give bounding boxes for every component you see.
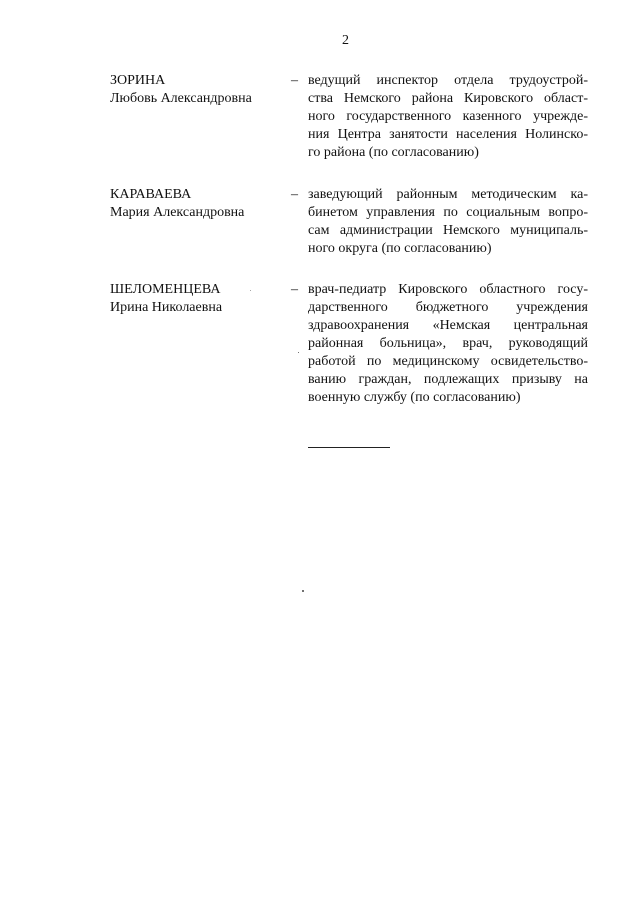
member-surname: ШЕЛОМЕНЦЕВА (110, 282, 221, 297)
separator-dash: – (291, 282, 298, 297)
position-line: военную службу (по согласованию) (308, 390, 521, 405)
member-position (308, 281, 588, 407)
position-line: ного округа (по согласованию) (308, 241, 492, 256)
member-name (110, 281, 285, 317)
end-divider-line (308, 447, 390, 448)
member-given-names: Ирина Николаевна (110, 300, 223, 315)
position-line: заведующий районным методическим ка- (308, 187, 588, 202)
member-surname: ЗОРИНА (110, 73, 166, 88)
member-name (110, 186, 285, 222)
member-position (308, 186, 588, 258)
page-number: 2 (342, 33, 349, 48)
member-given-names: Любовь Александровна (110, 91, 252, 106)
member-given-names: Мария Александровна (110, 205, 245, 220)
scan-speck (302, 590, 304, 592)
position-line: сам администрации Немского муниципаль- (308, 223, 588, 238)
position-line: го района (по согласованию) (308, 145, 479, 160)
position-line: врач-педиатр Кировского областного госу- (308, 282, 588, 297)
position-line: ния Центра занятости населения Нолинско- (308, 127, 588, 142)
position-line: ведущий инспектор отдела трудоустрой- (308, 73, 588, 88)
position-line: ного государственного казенного учрежде- (308, 109, 588, 124)
scan-speck (298, 352, 299, 353)
member-surname: КАРАВАЕВА (110, 187, 192, 202)
separator-dash: – (291, 187, 298, 202)
member-position (308, 72, 588, 162)
position-line: районная больница», врач, руководящий (308, 336, 588, 351)
member-name (110, 72, 285, 108)
scan-speck (250, 290, 251, 291)
position-line: работой по медицинскому освидетельство- (308, 354, 588, 369)
position-line: ванию граждан, подлежащих призыву на (308, 372, 588, 387)
position-line: ства Немского района Кировского област- (308, 91, 588, 106)
position-line: здравоохранения «Немская центральная (308, 318, 588, 333)
separator-dash: – (291, 73, 298, 88)
position-line: бинетом управления по социальным вопро- (308, 205, 588, 220)
position-line: дарственного бюджетного учреждения (308, 300, 588, 315)
